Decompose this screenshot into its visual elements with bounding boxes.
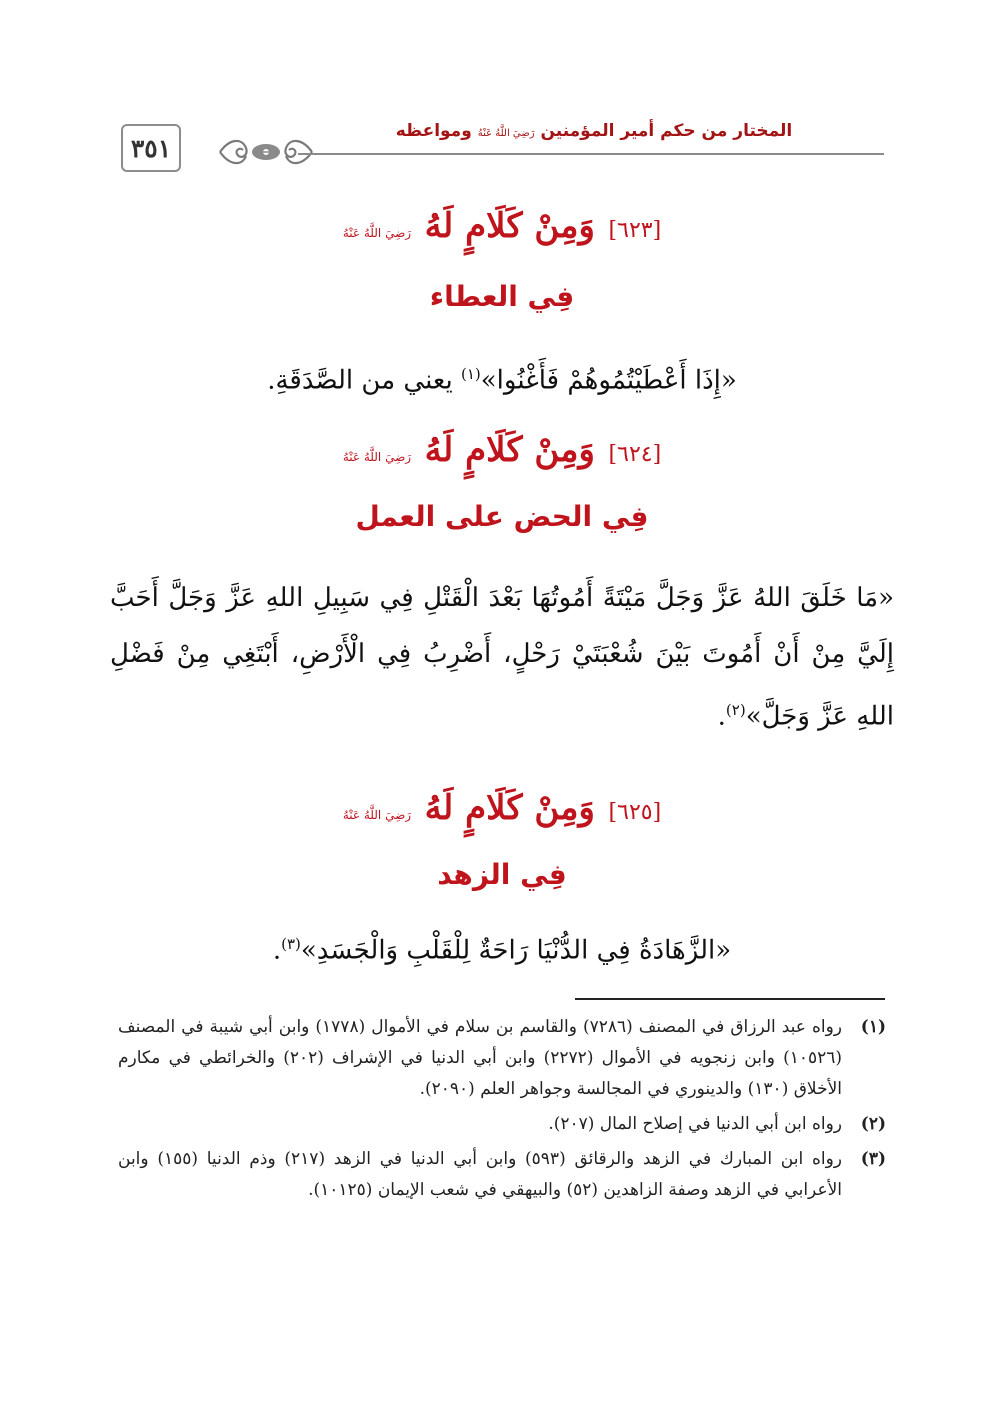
quote-text: «إِذَا أَعْطَيْتُمُوهُمْ فَأَغْنُوا» bbox=[480, 365, 737, 396]
footnote-mark: (٣) bbox=[860, 1149, 886, 1169]
running-title bbox=[334, 121, 854, 141]
honorific: رَضِيَ اللَّهُ عَنْهُ bbox=[342, 450, 412, 464]
section-title: وَمِنْ كَلَامٍ لَهُ bbox=[424, 430, 595, 470]
running-title-honorific: رَضِيَ اللَّهُ عَنْهُ bbox=[477, 128, 535, 139]
footnote-2 bbox=[118, 1109, 886, 1140]
running-title-text: المختار من حكم أمير المؤمنين bbox=[540, 121, 793, 141]
section-subheading-624: فِي الحض على العمل bbox=[355, 500, 649, 533]
page-number: ٣٥١ bbox=[130, 133, 172, 163]
honorific: رَضِيَ اللَّهُ عَنْهُ bbox=[342, 808, 412, 822]
quote-text: «مَا خَلَقَ اللهُ عَزَّ وَجَلَّ مَيْتَةً أَمُوتُهَا بَعْدَ الْقَتْلِ فِي سَبِيلِ اللهِ عَزَّ وَجَلَّ أَحَبَّ إِلَيَّ مِنْ أَنْ أَمُوتَ بَيْنَ شُعْبَتَيْ رَحْلٍ، أَضْرِبُ فِي الْأَرْضِ، أَبْتَغِي مِنْ فَضْلِ اللهِ عَزَّ وَجَلَّ» bbox=[110, 583, 894, 732]
quote-623 bbox=[110, 346, 894, 409]
quote-tail: . bbox=[272, 935, 282, 966]
footnote-ref: (٢) bbox=[725, 701, 746, 719]
section-number: [٦٢٥] bbox=[608, 800, 662, 825]
quote-tail: يعني من الصَّدَقَةِ. bbox=[267, 365, 461, 396]
footnote-separator bbox=[575, 998, 885, 1000]
quote-624 bbox=[110, 570, 894, 745]
header-rule bbox=[298, 153, 884, 155]
section-heading-623 bbox=[120, 206, 884, 246]
footnotes bbox=[118, 1012, 886, 1210]
footnote-ref: (١) bbox=[460, 365, 481, 383]
footnote-1 bbox=[118, 1012, 886, 1105]
honorific: رَضِيَ اللَّهُ عَنْهُ bbox=[342, 226, 412, 240]
footnote-3 bbox=[118, 1144, 886, 1206]
section-heading-625 bbox=[120, 788, 884, 828]
footnote-text: رواه ابن أبي الدنيا في إصلاح المال (٢٠٧). bbox=[548, 1114, 842, 1134]
quote-tail: . bbox=[717, 701, 726, 732]
section-title: وَمِنْ كَلَامٍ لَهُ bbox=[424, 206, 595, 246]
running-title-tail: ومواعظه bbox=[395, 121, 472, 141]
section-heading-624 bbox=[120, 430, 884, 470]
section-subheading-625: فِي الزهد bbox=[437, 858, 567, 891]
quote-text: «الزَّهَادَةُ فِي الدُّنْيَا رَاحَةٌ لِلْقَلْبِ وَالْجَسَدِ» bbox=[300, 935, 732, 966]
page-number-box bbox=[121, 124, 181, 172]
footnote-text: رواه ابن المبارك في الزهد والرقائق (٥٩٣) وابن أبي الدنيا في الزهد (٢١٧) وذم الدنيا (١٥٥) وابن الأعرابي في الزهد وصفة الزاهدين (٥٢) والبيهقي في شعب الإيمان (١٠١٢٥). bbox=[118, 1149, 842, 1200]
footnote-mark: (٢) bbox=[860, 1114, 886, 1134]
section-title: وَمِنْ كَلَامٍ لَهُ bbox=[424, 788, 595, 828]
footnote-mark: (١) bbox=[860, 1017, 886, 1037]
decorative-ornament-icon bbox=[216, 134, 316, 170]
footnote-text: رواه عبد الرزاق في المصنف (٧٢٨٦) والقاسم بن سلام في الأموال (١٧٧٨) وابن أبي شيبة في المصنف (١٠٥٢٦) وابن زنجويه في الأموال (٢٢٧٢) وابن أبي الدنيا في الإشراف (٢٠٢) والخرائطي في مكارم الأخلاق (١٣٠) والدينوري في المجالسة وجواهر العلم (٢٠٩٠). bbox=[118, 1017, 843, 1099]
footnote-ref: (٣) bbox=[281, 935, 301, 953]
section-number: [٦٢٣] bbox=[608, 218, 662, 243]
quote-625 bbox=[110, 916, 894, 979]
section-subheading-623: فِي العطاء bbox=[429, 280, 575, 313]
section-number: [٦٢٤] bbox=[608, 442, 662, 467]
